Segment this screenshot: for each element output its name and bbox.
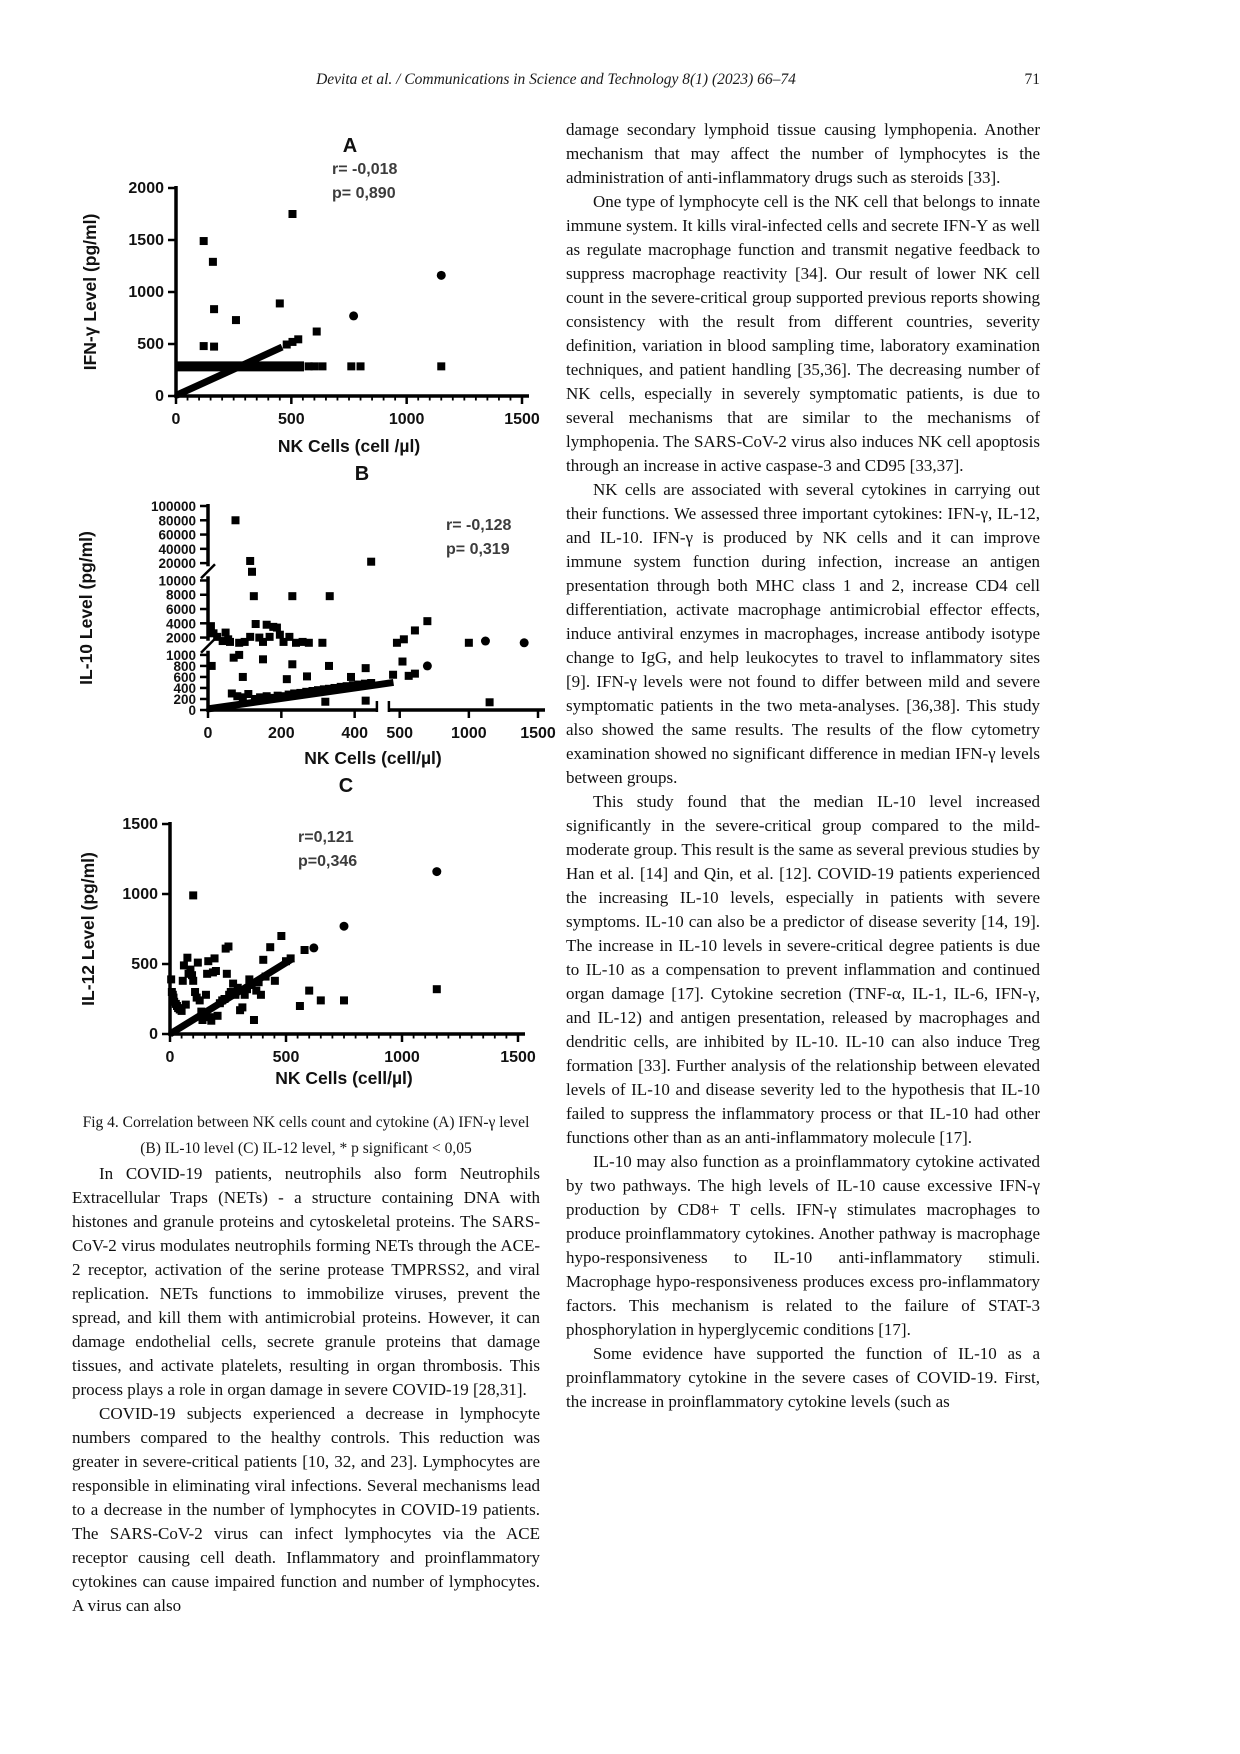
chart-c-il12-scatter (72, 774, 534, 1094)
svg-text:A: A (342, 135, 358, 157)
svg-text:p= 0,890: p= 0,890 (332, 185, 396, 202)
page-number: 71 (1024, 71, 1040, 88)
paragraph-lymphopenia-continuation: damage secondary lymphoid tissue causing lymphopenia. Another mechanism that may affect the number of lymphocytes is the administration of anti-inflammatory drugs such as steroids [33]. (566, 120, 1040, 187)
svg-text:2000: 2000 (165, 630, 196, 646)
svg-text:500: 500 (137, 336, 164, 353)
svg-text:800: 800 (173, 658, 196, 674)
svg-text:80000: 80000 (158, 513, 196, 529)
svg-text:0: 0 (155, 388, 164, 405)
svg-text:4000: 4000 (165, 616, 196, 632)
svg-text:6000: 6000 (165, 602, 196, 618)
svg-text:1000: 1000 (122, 886, 158, 903)
svg-text:B: B (354, 463, 370, 485)
svg-text:IL-10 Level (pg/ml): IL-10 Level (pg/ml) (76, 531, 96, 685)
svg-text:1000: 1000 (128, 284, 164, 301)
svg-text:100000: 100000 (150, 499, 196, 514)
svg-text:200: 200 (267, 725, 295, 742)
svg-text:40000: 40000 (158, 541, 196, 557)
svg-text:1500: 1500 (128, 232, 164, 249)
paragraph-cytokines: NK cells are associated with several cytokines in carrying out their functions. We assessed three important cytokines: IFN-γ, IL-12, and IL-10. IFN-γ is produced by NK cells and it can improve immune system function during infection, increase an antigen presentation through both MHC class 1 and 2, increase CD4 cell differentiation, activate macrophage antimicrobial effector effects, induce antiviral enzymes in macrophages, increase antibody isotype change to IgG, and help leukocytes to travel to inflammatory sites [9]. IFN-γ levels were not found to differ between mild and severe symptomatic patients in the two meta-analyses. [36,38]. This study also showed the same results. The results of the flow cytometry examination showed no significant difference in median IFN-γ levels between groups. (566, 480, 1040, 787)
running-head: Devita et al. / Communications in Science and Technology 8(1) (2023) 66–74 (316, 71, 796, 88)
svg-text:1500: 1500 (520, 725, 556, 742)
svg-text:NK Cells (cell /µl): NK Cells (cell /µl) (277, 436, 421, 456)
svg-text:0: 0 (165, 1049, 175, 1066)
left-column (72, 118, 556, 1618)
svg-text:8000: 8000 (165, 587, 196, 603)
svg-text:20000: 20000 (158, 556, 196, 572)
svg-text:p= 0,319: p= 0,319 (446, 541, 510, 558)
paragraph-il10-increase: This study found that the median IL-10 level increased significantly in the severe-critical group compared to the mild-moderate group. This result is the same as several previous studies by Han et al. [14] and Qin, et al. [12]. COVID-19 patients experienced the increasing IL-10 levels, especially in patients with severe symptoms. IL-10 can also be a predictor of disease severity [14, 19]. The increase in IL-10 levels in severe-critical degree patients is due to IL-10 as a compensation to prevent inflammation and continued organ damage [17]. Cytokine secretion (TNF-α, IL-1, IL-6, IFN-γ, and IL-12) and antigen presentation, released by macrophages and dendritic cells, are inhibited by IL-10. IL-10 can also induce Treg formation [33]. Further analysis of the relationship between elevated levels of IL-10 and disease severity led to the hypothesis that IL-10 failed to suppress the inflammatory process or that IL-10 had other functions other than as an anti-inflammatory molecule [17]. (566, 792, 1040, 1147)
svg-text:60000: 60000 (158, 527, 196, 543)
svg-text:p=0,346: p=0,346 (298, 853, 358, 870)
two-column-body (72, 118, 1040, 1618)
svg-text:1000: 1000 (384, 1049, 420, 1066)
svg-text:0: 0 (171, 411, 181, 428)
svg-text:10000: 10000 (158, 573, 196, 589)
paragraph-il10-proinflammatory: IL-10 may also function as a proinflammatory cytokine activated by two pathways. The high levels of IL-10 cause excessive IFN-γ production by CD8+ T cells. IFN-γ stimulates macrophages to produce proinflammatory cytokines. Another pathway is macrophage hypo-responsiveness to IL-10 anti-inflammatory stimuli. Macrophage hypo-responsiveness produces excess pro-inflammatory factors. This mechanism is related to the failure of STAT-3 phosphorylation in hyperglycemic conditions [17]. (566, 1152, 1040, 1339)
svg-text:500: 500 (386, 725, 414, 742)
svg-text:200: 200 (173, 691, 196, 707)
svg-text:2000: 2000 (128, 180, 164, 197)
svg-text:1500: 1500 (500, 1049, 536, 1066)
svg-text:NK Cells (cell/µl): NK Cells (cell/µl) (304, 748, 442, 768)
svg-text:600: 600 (173, 669, 196, 685)
svg-text:1500: 1500 (504, 411, 540, 428)
svg-text:r=0,121: r=0,121 (298, 829, 354, 846)
paragraph-nk-cells: One type of lymphocyte cell is the NK cell that belongs to innate immune system. It kills viral-infected cells and secrete IFN-Υ as well as regulate macrophage function and transmit negative feedback to suppress macrophage reactivity [34]. Our result of lower NK cell count in the severe-critical group supported previous reports showing consistency with the result from different countries, severity definition, variation in blood sampling time, laboratory examination techniques, and patient handling [35,36]. The decreasing number of NK cells, especially in severely symptomatic patients, is due to several mechanisms that are similar to the mechanisms of lymphopenia. The SARS-CoV-2 virus also induces NK cell apoptosis through an increase in active caspase-3 and CD95 [33,37]. (566, 192, 1040, 475)
page-header (72, 70, 1040, 90)
svg-text:400: 400 (341, 725, 369, 742)
chart-b-il10-scatter (72, 463, 558, 796)
svg-text:500: 500 (272, 1049, 300, 1066)
figure-4 (72, 118, 556, 1096)
svg-text:IL-12 Level (pg/ml): IL-12 Level (pg/ml) (78, 852, 98, 1006)
svg-text:500: 500 (131, 956, 158, 973)
svg-text:1000: 1000 (165, 647, 196, 663)
svg-text:r= -0,018: r= -0,018 (332, 161, 398, 178)
svg-text:NK Cells (cell/µl): NK Cells (cell/µl) (275, 1068, 413, 1088)
svg-text:400: 400 (173, 680, 196, 696)
svg-text:r= -0,128: r= -0,128 (446, 517, 512, 534)
svg-text:500: 500 (277, 411, 305, 428)
svg-text:0: 0 (203, 725, 213, 742)
svg-text:C: C (338, 775, 354, 797)
svg-text:1000: 1000 (388, 411, 425, 428)
svg-text:0: 0 (188, 703, 196, 718)
svg-text:0: 0 (149, 1026, 158, 1043)
figure-caption (72, 1110, 540, 1162)
paragraph-lymphocyte-decrease: COVID-19 subjects experienced a decrease in lymphocyte numbers compared to the healthy controls. This reduction was greater in severe-critical patients [10, 32, and 23]. Lymphocytes are responsible in eliminating viral infections. Several mechanisms lead to a decrease in the number of lymphocytes in COVID-19 patients. The SARS-CoV-2 virus can infect lymphocytes via the ACE receptor causing cell death. Inflammatory and proinflammatory cytokines can cause impaired function and number of lymphocytes. A virus can also (72, 1404, 540, 1615)
figure-caption-line-2: (B) IL-10 level (C) IL-12 level, * p significant < 0,05 (140, 1140, 472, 1157)
right-column (566, 118, 1040, 1414)
paragraph-il10-evidence: Some evidence have supported the function of IL-10 as a proinflammatory cytokine in the severe cases of COVID-19. First, the increase in proinflammatory cytokine levels (such as (566, 1344, 1040, 1411)
chart-a-ifn-gamma-scatter (72, 126, 540, 470)
paragraph-nets: In COVID-19 patients, neutrophils also form Neutrophils Extracellular Traps (NETs) - a structure containing DNA with histones and granule proteins and cytoskeletal proteins. The SARS-CoV-2 virus modulates neutrophils forming NETs through the ACE-2 receptor, activation of the serine protease TMPRSS2, and viral replication. NETs functions to immobilize viruses, prevent the spread, and kill them with antimicrobial proteins. However, it can damage endothelial cells, secrete granule proteins that damage tissues, and activate platelets, resulting in organ thrombosis. This process plays a role in organ damage in severe COVID-19 [28,31]. (72, 1164, 540, 1399)
svg-text:IFN-γ Level (pg/ml): IFN-γ Level (pg/ml) (80, 213, 100, 371)
figure-caption-line-1: Fig 4. Correlation between NK cells count and cytokine (A) IFN-γ level (82, 1114, 530, 1131)
svg-text:1000: 1000 (451, 725, 487, 742)
svg-text:1500: 1500 (122, 816, 158, 833)
